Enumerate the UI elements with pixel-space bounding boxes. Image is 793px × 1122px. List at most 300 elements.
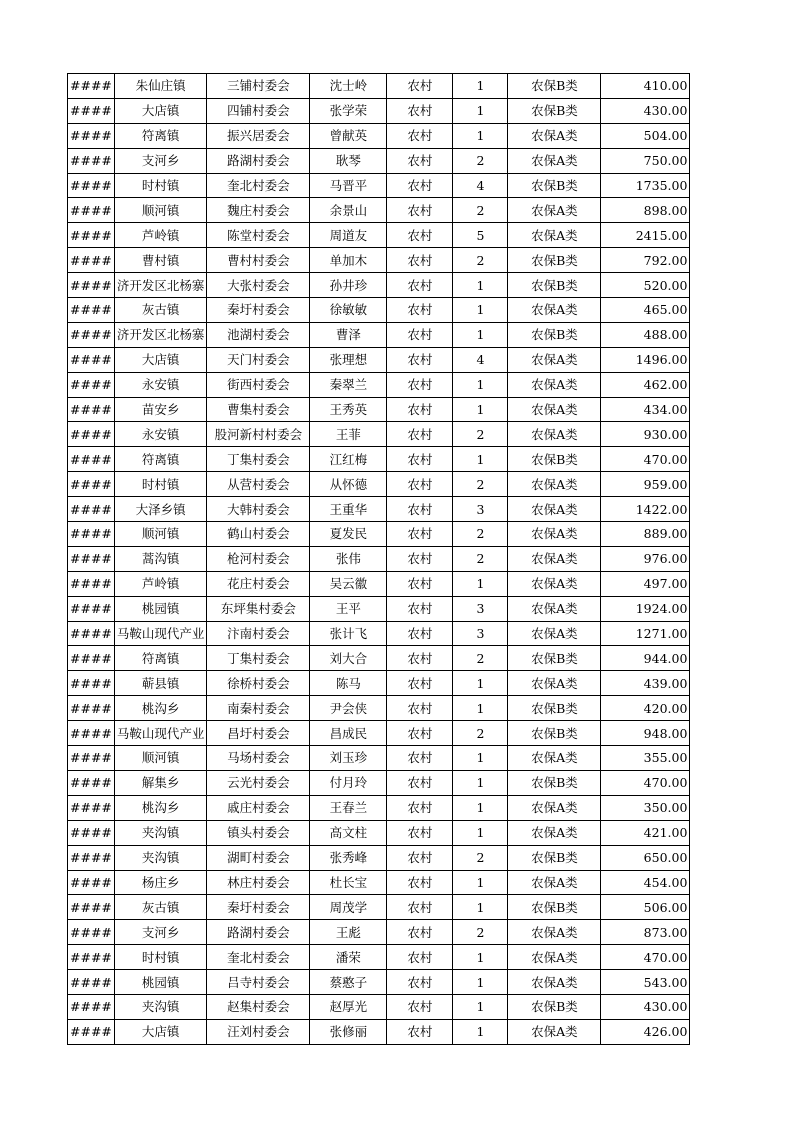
village-committee-cell: 股河新村村委会 <box>207 422 310 447</box>
household-count-cell: 1 <box>453 746 508 771</box>
household-count-cell: 1 <box>453 273 508 298</box>
insurance-category-cell: 农保B类 <box>508 994 601 1019</box>
household-count-cell: 1 <box>453 571 508 596</box>
area-type-cell: 农村 <box>387 123 453 148</box>
village-committee-cell: 三铺村委会 <box>207 74 310 99</box>
amount-cell: 506.00 <box>601 895 690 920</box>
village-committee-cell: 东坪集村委会 <box>207 596 310 621</box>
insurance-category-cell: 农保A类 <box>508 795 601 820</box>
household-count-cell: 1 <box>453 994 508 1019</box>
amount-cell: 898.00 <box>601 198 690 223</box>
insurance-category-cell: 农保A类 <box>508 820 601 845</box>
person-name-cell: 夏发民 <box>310 522 387 547</box>
insurance-category-cell: 农保A类 <box>508 422 601 447</box>
town-cell: 时村镇 <box>114 173 207 198</box>
area-type-cell: 农村 <box>387 596 453 621</box>
town-cell: 蒿沟镇 <box>114 546 207 571</box>
household-count-cell: 1 <box>453 795 508 820</box>
area-type-cell: 农村 <box>387 98 453 123</box>
household-count-cell: 1 <box>453 1019 508 1044</box>
table-row <box>68 298 690 323</box>
household-count-cell: 4 <box>453 347 508 372</box>
household-count-cell: 3 <box>453 596 508 621</box>
town-cell: 顺河镇 <box>114 746 207 771</box>
area-type-cell: 农村 <box>387 994 453 1019</box>
insurance-category-cell: 农保A类 <box>508 472 601 497</box>
amount-cell: 421.00 <box>601 820 690 845</box>
table-body <box>68 74 690 1045</box>
insurance-category-cell: 农保A类 <box>508 522 601 547</box>
area-type-cell: 农村 <box>387 397 453 422</box>
village-committee-cell: 徐桥村委会 <box>207 671 310 696</box>
amount-cell: 1496.00 <box>601 347 690 372</box>
amount-cell: 504.00 <box>601 123 690 148</box>
household-count-cell: 2 <box>453 148 508 173</box>
table-row <box>68 770 690 795</box>
table-row <box>68 273 690 298</box>
insurance-category-cell: 农保A类 <box>508 596 601 621</box>
village-committee-cell: 陈堂村委会 <box>207 223 310 248</box>
amount-cell: 1735.00 <box>601 173 690 198</box>
person-name-cell: 尹会侠 <box>310 696 387 721</box>
area-type-cell: 农村 <box>387 447 453 472</box>
town-cell: 大泽乡镇 <box>114 497 207 522</box>
table-row <box>68 696 690 721</box>
table-row <box>68 397 690 422</box>
record-id-cell: #### <box>68 248 115 273</box>
village-committee-cell: 戚庄村委会 <box>207 795 310 820</box>
insurance-category-cell: 农保A类 <box>508 497 601 522</box>
village-committee-cell: 街西村委会 <box>207 372 310 397</box>
area-type-cell: 农村 <box>387 347 453 372</box>
town-cell: 马鞍山现代产业 <box>114 721 207 746</box>
person-name-cell: 余景山 <box>310 198 387 223</box>
area-type-cell: 农村 <box>387 945 453 970</box>
area-type-cell: 农村 <box>387 795 453 820</box>
insurance-category-cell: 农保A类 <box>508 546 601 571</box>
person-name-cell: 沈士岭 <box>310 74 387 99</box>
table-row <box>68 98 690 123</box>
area-type-cell: 农村 <box>387 472 453 497</box>
village-committee-cell: 四铺村委会 <box>207 98 310 123</box>
area-type-cell: 农村 <box>387 820 453 845</box>
town-cell: 时村镇 <box>114 945 207 970</box>
town-cell: 支河乡 <box>114 148 207 173</box>
record-id-cell: #### <box>68 696 115 721</box>
town-cell: 曹村镇 <box>114 248 207 273</box>
amount-cell: 470.00 <box>601 770 690 795</box>
insurance-category-cell: 农保B类 <box>508 721 601 746</box>
record-id-cell: #### <box>68 870 115 895</box>
household-count-cell: 1 <box>453 770 508 795</box>
household-count-cell: 2 <box>453 422 508 447</box>
town-cell: 灰古镇 <box>114 895 207 920</box>
household-count-cell: 1 <box>453 74 508 99</box>
record-id-cell: #### <box>68 795 115 820</box>
record-id-cell: #### <box>68 198 115 223</box>
insurance-category-cell: 农保A类 <box>508 970 601 995</box>
amount-cell: 462.00 <box>601 372 690 397</box>
amount-cell: 750.00 <box>601 148 690 173</box>
record-id-cell: #### <box>68 422 115 447</box>
household-count-cell: 1 <box>453 820 508 845</box>
town-cell: 时村镇 <box>114 472 207 497</box>
record-id-cell: #### <box>68 845 115 870</box>
person-name-cell: 高文柱 <box>310 820 387 845</box>
record-id-cell: #### <box>68 472 115 497</box>
table-row <box>68 820 690 845</box>
record-id-cell: #### <box>68 173 115 198</box>
town-cell: 符离镇 <box>114 447 207 472</box>
town-cell: 夹沟镇 <box>114 845 207 870</box>
village-committee-cell: 马场村委会 <box>207 746 310 771</box>
table-row <box>68 497 690 522</box>
town-cell: 杨庄乡 <box>114 870 207 895</box>
person-name-cell: 张计飞 <box>310 621 387 646</box>
area-type-cell: 农村 <box>387 74 453 99</box>
table-row <box>68 322 690 347</box>
person-name-cell: 王秀英 <box>310 397 387 422</box>
table-row <box>68 895 690 920</box>
insurance-category-cell: 农保B类 <box>508 74 601 99</box>
village-committee-cell: 秦圩村委会 <box>207 298 310 323</box>
area-type-cell: 农村 <box>387 895 453 920</box>
person-name-cell: 孙井珍 <box>310 273 387 298</box>
area-type-cell: 农村 <box>387 273 453 298</box>
person-name-cell: 张秀峰 <box>310 845 387 870</box>
amount-cell: 439.00 <box>601 671 690 696</box>
table-row <box>68 795 690 820</box>
insurance-category-cell: 农保A类 <box>508 1019 601 1044</box>
table-row <box>68 596 690 621</box>
area-type-cell: 农村 <box>387 497 453 522</box>
record-id-cell: #### <box>68 746 115 771</box>
person-name-cell: 周茂学 <box>310 895 387 920</box>
town-cell: 大店镇 <box>114 98 207 123</box>
table-row <box>68 422 690 447</box>
amount-cell: 792.00 <box>601 248 690 273</box>
area-type-cell: 农村 <box>387 870 453 895</box>
record-id-cell: #### <box>68 895 115 920</box>
amount-cell: 420.00 <box>601 696 690 721</box>
insurance-category-cell: 农保A类 <box>508 397 601 422</box>
amount-cell: 1271.00 <box>601 621 690 646</box>
person-name-cell: 王平 <box>310 596 387 621</box>
area-type-cell: 农村 <box>387 372 453 397</box>
record-id-cell: #### <box>68 372 115 397</box>
person-name-cell: 蔡憨子 <box>310 970 387 995</box>
record-id-cell: #### <box>68 671 115 696</box>
town-cell: 朱仙庄镇 <box>114 74 207 99</box>
village-committee-cell: 吕寺村委会 <box>207 970 310 995</box>
household-count-cell: 1 <box>453 671 508 696</box>
person-name-cell: 刘玉珍 <box>310 746 387 771</box>
person-name-cell: 张伟 <box>310 546 387 571</box>
area-type-cell: 农村 <box>387 746 453 771</box>
village-committee-cell: 曹村村委会 <box>207 248 310 273</box>
area-type-cell: 农村 <box>387 422 453 447</box>
town-cell: 解集乡 <box>114 770 207 795</box>
village-committee-cell: 从营村委会 <box>207 472 310 497</box>
village-committee-cell: 路湖村委会 <box>207 148 310 173</box>
person-name-cell: 曾献英 <box>310 123 387 148</box>
village-committee-cell: 天门村委会 <box>207 347 310 372</box>
area-type-cell: 农村 <box>387 721 453 746</box>
area-type-cell: 农村 <box>387 696 453 721</box>
area-type-cell: 农村 <box>387 522 453 547</box>
person-name-cell: 张理想 <box>310 347 387 372</box>
amount-cell: 430.00 <box>601 98 690 123</box>
insurance-category-cell: 农保A类 <box>508 298 601 323</box>
household-count-cell: 1 <box>453 696 508 721</box>
insurance-category-cell: 农保B类 <box>508 895 601 920</box>
amount-cell: 454.00 <box>601 870 690 895</box>
town-cell: 夹沟镇 <box>114 994 207 1019</box>
household-count-cell: 2 <box>453 721 508 746</box>
town-cell: 桃园镇 <box>114 970 207 995</box>
village-committee-cell: 云光村委会 <box>207 770 310 795</box>
table-row <box>68 994 690 1019</box>
town-cell: 芦岭镇 <box>114 571 207 596</box>
amount-cell: 543.00 <box>601 970 690 995</box>
village-committee-cell: 丁集村委会 <box>207 447 310 472</box>
person-name-cell: 单加木 <box>310 248 387 273</box>
amount-cell: 488.00 <box>601 322 690 347</box>
village-committee-cell: 丁集村委会 <box>207 646 310 671</box>
insurance-category-cell: 农保A类 <box>508 148 601 173</box>
amount-cell: 497.00 <box>601 571 690 596</box>
record-id-cell: #### <box>68 646 115 671</box>
amount-cell: 944.00 <box>601 646 690 671</box>
town-cell: 永安镇 <box>114 372 207 397</box>
insurance-category-cell: 农保B类 <box>508 770 601 795</box>
record-id-cell: #### <box>68 596 115 621</box>
table-row <box>68 646 690 671</box>
record-id-cell: #### <box>68 621 115 646</box>
person-name-cell: 付月玲 <box>310 770 387 795</box>
table-row <box>68 621 690 646</box>
person-name-cell: 王菲 <box>310 422 387 447</box>
amount-cell: 470.00 <box>601 945 690 970</box>
person-name-cell: 张学荣 <box>310 98 387 123</box>
record-id-cell: #### <box>68 447 115 472</box>
village-committee-cell: 镇头村委会 <box>207 820 310 845</box>
village-committee-cell: 奎北村委会 <box>207 945 310 970</box>
village-committee-cell: 花庄村委会 <box>207 571 310 596</box>
record-id-cell: #### <box>68 74 115 99</box>
person-name-cell: 陈马 <box>310 671 387 696</box>
insurance-category-cell: 农保B类 <box>508 273 601 298</box>
person-name-cell: 刘大合 <box>310 646 387 671</box>
table-row <box>68 123 690 148</box>
village-committee-cell: 大韩村委会 <box>207 497 310 522</box>
amount-cell: 520.00 <box>601 273 690 298</box>
record-id-cell: #### <box>68 298 115 323</box>
household-count-cell: 2 <box>453 546 508 571</box>
household-count-cell: 1 <box>453 447 508 472</box>
table-row <box>68 372 690 397</box>
village-committee-cell: 魏庄村委会 <box>207 198 310 223</box>
table-row <box>68 920 690 945</box>
household-count-cell: 1 <box>453 945 508 970</box>
village-committee-cell: 路湖村委会 <box>207 920 310 945</box>
area-type-cell: 农村 <box>387 621 453 646</box>
person-name-cell: 周道友 <box>310 223 387 248</box>
person-name-cell: 赵厚光 <box>310 994 387 1019</box>
household-count-cell: 2 <box>453 472 508 497</box>
data-table <box>67 73 690 1045</box>
town-cell: 济开发区北杨寨 <box>114 273 207 298</box>
area-type-cell: 农村 <box>387 173 453 198</box>
village-committee-cell: 林庄村委会 <box>207 870 310 895</box>
insurance-category-cell: 农保A类 <box>508 920 601 945</box>
person-name-cell: 王春兰 <box>310 795 387 820</box>
household-count-cell: 2 <box>453 198 508 223</box>
record-id-cell: #### <box>68 397 115 422</box>
table-row <box>68 1019 690 1044</box>
amount-cell: 355.00 <box>601 746 690 771</box>
area-type-cell: 农村 <box>387 970 453 995</box>
amount-cell: 430.00 <box>601 994 690 1019</box>
record-id-cell: #### <box>68 571 115 596</box>
town-cell: 芦岭镇 <box>114 223 207 248</box>
area-type-cell: 农村 <box>387 646 453 671</box>
table-row <box>68 671 690 696</box>
table-row <box>68 198 690 223</box>
village-committee-cell: 赵集村委会 <box>207 994 310 1019</box>
household-count-cell: 1 <box>453 298 508 323</box>
town-cell: 大店镇 <box>114 1019 207 1044</box>
table-row <box>68 248 690 273</box>
table-row <box>68 472 690 497</box>
amount-cell: 1422.00 <box>601 497 690 522</box>
table-row <box>68 522 690 547</box>
record-id-cell: #### <box>68 770 115 795</box>
record-id-cell: #### <box>68 497 115 522</box>
table-row <box>68 173 690 198</box>
amount-cell: 1924.00 <box>601 596 690 621</box>
table-row <box>68 223 690 248</box>
village-committee-cell: 曹集村委会 <box>207 397 310 422</box>
person-name-cell: 江红梅 <box>310 447 387 472</box>
insurance-category-cell: 农保A类 <box>508 621 601 646</box>
table-row <box>68 447 690 472</box>
amount-cell: 2415.00 <box>601 223 690 248</box>
amount-cell: 959.00 <box>601 472 690 497</box>
household-count-cell: 4 <box>453 173 508 198</box>
record-id-cell: #### <box>68 98 115 123</box>
amount-cell: 873.00 <box>601 920 690 945</box>
amount-cell: 976.00 <box>601 546 690 571</box>
table-row <box>68 945 690 970</box>
village-committee-cell: 奎北村委会 <box>207 173 310 198</box>
person-name-cell: 马晋平 <box>310 173 387 198</box>
village-committee-cell: 大张村委会 <box>207 273 310 298</box>
insurance-category-cell: 农保A类 <box>508 123 601 148</box>
area-type-cell: 农村 <box>387 845 453 870</box>
amount-cell: 930.00 <box>601 422 690 447</box>
amount-cell: 434.00 <box>601 397 690 422</box>
insurance-category-cell: 农保A类 <box>508 571 601 596</box>
town-cell: 永安镇 <box>114 422 207 447</box>
village-committee-cell: 枪河村委会 <box>207 546 310 571</box>
household-count-cell: 5 <box>453 223 508 248</box>
insurance-category-cell: 农保A类 <box>508 671 601 696</box>
town-cell: 马鞍山现代产业 <box>114 621 207 646</box>
area-type-cell: 农村 <box>387 322 453 347</box>
insurance-category-cell: 农保B类 <box>508 98 601 123</box>
town-cell: 顺河镇 <box>114 522 207 547</box>
village-committee-cell: 鹤山村委会 <box>207 522 310 547</box>
area-type-cell: 农村 <box>387 248 453 273</box>
table-row <box>68 148 690 173</box>
person-name-cell: 杜长宝 <box>310 870 387 895</box>
household-count-cell: 2 <box>453 845 508 870</box>
table-row <box>68 74 690 99</box>
record-id-cell: #### <box>68 223 115 248</box>
area-type-cell: 农村 <box>387 298 453 323</box>
table-row <box>68 746 690 771</box>
amount-cell: 410.00 <box>601 74 690 99</box>
household-count-cell: 1 <box>453 98 508 123</box>
area-type-cell: 农村 <box>387 671 453 696</box>
town-cell: 顺河镇 <box>114 198 207 223</box>
town-cell: 桃沟乡 <box>114 795 207 820</box>
town-cell: 大店镇 <box>114 347 207 372</box>
record-id-cell: #### <box>68 820 115 845</box>
amount-cell: 650.00 <box>601 845 690 870</box>
amount-cell: 426.00 <box>601 1019 690 1044</box>
person-name-cell: 曹泽 <box>310 322 387 347</box>
insurance-category-cell: 农保A类 <box>508 198 601 223</box>
record-id-cell: #### <box>68 920 115 945</box>
person-name-cell: 潘荣 <box>310 945 387 970</box>
insurance-category-cell: 农保A类 <box>508 746 601 771</box>
amount-cell: 470.00 <box>601 447 690 472</box>
table-row <box>68 845 690 870</box>
amount-cell: 948.00 <box>601 721 690 746</box>
person-name-cell: 秦翠兰 <box>310 372 387 397</box>
record-id-cell: #### <box>68 546 115 571</box>
town-cell: 符离镇 <box>114 646 207 671</box>
town-cell: 支河乡 <box>114 920 207 945</box>
household-count-cell: 1 <box>453 372 508 397</box>
record-id-cell: #### <box>68 970 115 995</box>
town-cell: 桃园镇 <box>114 596 207 621</box>
insurance-category-cell: 农保B类 <box>508 322 601 347</box>
table-row <box>68 571 690 596</box>
record-id-cell: #### <box>68 945 115 970</box>
table-row <box>68 970 690 995</box>
insurance-category-cell: 农保B类 <box>508 173 601 198</box>
village-committee-cell: 池湖村委会 <box>207 322 310 347</box>
insurance-category-cell: 农保A类 <box>508 347 601 372</box>
area-type-cell: 农村 <box>387 1019 453 1044</box>
record-id-cell: #### <box>68 322 115 347</box>
insurance-category-cell: 农保A类 <box>508 372 601 397</box>
record-id-cell: #### <box>68 1019 115 1044</box>
record-id-cell: #### <box>68 347 115 372</box>
village-committee-cell: 湖町村委会 <box>207 845 310 870</box>
record-id-cell: #### <box>68 721 115 746</box>
table-row <box>68 347 690 372</box>
person-name-cell: 王彪 <box>310 920 387 945</box>
area-type-cell: 农村 <box>387 920 453 945</box>
area-type-cell: 农村 <box>387 148 453 173</box>
area-type-cell: 农村 <box>387 571 453 596</box>
person-name-cell: 王重华 <box>310 497 387 522</box>
household-count-cell: 1 <box>453 123 508 148</box>
